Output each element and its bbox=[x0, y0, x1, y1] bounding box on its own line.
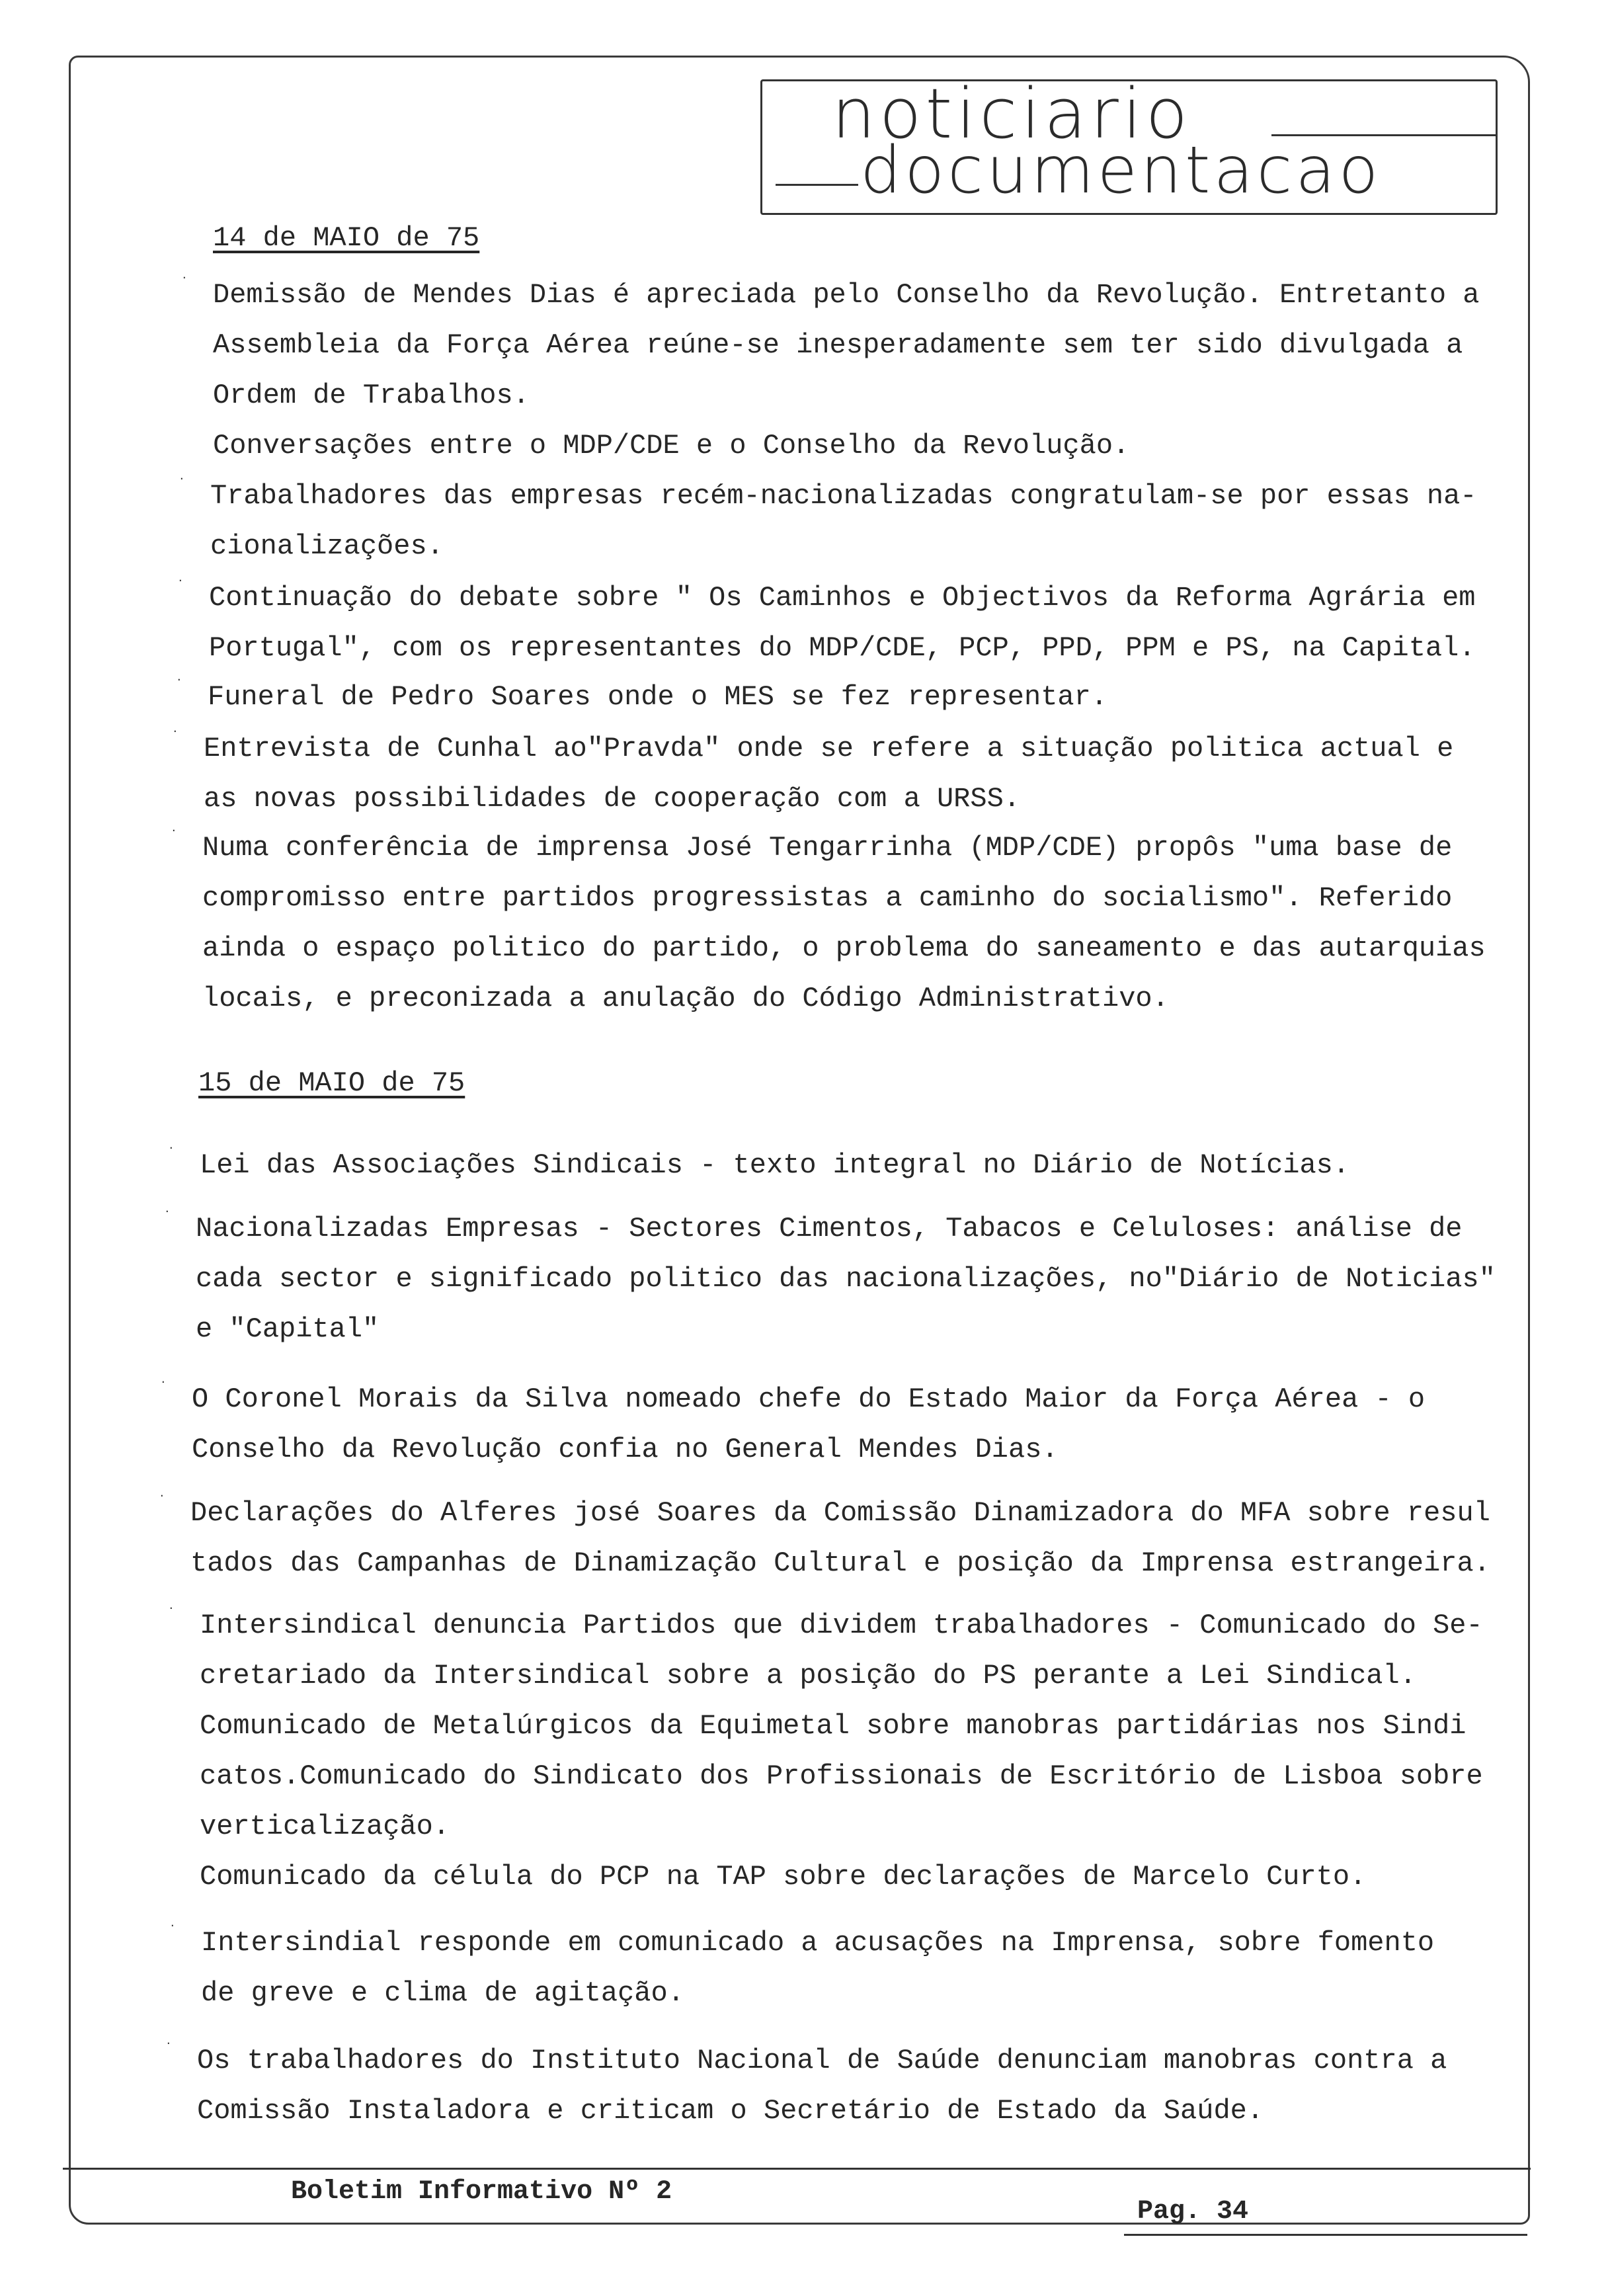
news-item bbox=[164, 1204, 1538, 1354]
text-line: cionalizações. bbox=[210, 530, 444, 562]
text-line: de greve e clima de agitação. bbox=[201, 1977, 684, 2009]
text-line: Trabalhadores das empresas recém-nacionalizadas congratulam-se por essas na- bbox=[210, 480, 1477, 512]
text-line: Os trabalhadores do Instituto Nacional de Saúde denunciam manobras contra a bbox=[197, 2045, 1447, 2076]
news-item bbox=[168, 1140, 1542, 1190]
text-line: Portugal", com os representantes do MDP/CDE, PCP, PPD, PPM e PS, na Capital. bbox=[209, 632, 1476, 664]
text-line: tados das Campanhas de Dinamização Cultural e posição da Imprensa estrangeira. bbox=[190, 1547, 1490, 1579]
text-line: compromisso entre partidos progressistas a caminho do socialismo". Referido bbox=[202, 882, 1453, 914]
news-item bbox=[181, 270, 1555, 471]
footer-divider bbox=[63, 2168, 1531, 2170]
bullet: . bbox=[159, 1488, 165, 1500]
stamp-line-2: documentacao bbox=[860, 133, 1382, 208]
text-line: e "Capital" bbox=[196, 1313, 380, 1345]
bullet: . bbox=[181, 270, 188, 282]
bullet: . bbox=[176, 672, 182, 684]
bullet: . bbox=[168, 1140, 175, 1152]
news-item bbox=[171, 823, 1545, 1024]
news-item bbox=[172, 723, 1546, 824]
stamp-line-1: noticiario bbox=[832, 73, 1192, 154]
news-item bbox=[176, 672, 1550, 722]
news-item bbox=[177, 573, 1551, 673]
text-line: Ordem de Trabalhos. bbox=[213, 380, 530, 411]
text-line: Declarações do Alferes josé Soares da Comissão Dinamizadora do MFA sobre resul bbox=[190, 1497, 1490, 1529]
text-line: Nacionalizadas Empresas - Sectores Cimentos, Tabacos e Celuloses: análise de bbox=[196, 1213, 1463, 1245]
bullet: . bbox=[165, 2035, 172, 2047]
text-line: ainda o espaço politico do partido, o problema do saneamento e das autarquias bbox=[202, 932, 1486, 964]
text-line: O Coronel Morais da Silva nomeado chefe do Estado Maior da Força Aérea - o bbox=[192, 1383, 1426, 1415]
news-item bbox=[159, 1488, 1533, 1588]
text-line: Entrevista de Cunhal ao"Pravda" onde se refere a situação politica actual e bbox=[204, 733, 1454, 764]
news-item bbox=[169, 1918, 1543, 2018]
text-line: catos.Comunicado do Sindicato dos Profissionais de Escritório de Lisboa sobre bbox=[200, 1760, 1483, 1792]
text-line: cada sector e significado politico das nacionalizações, no"Diário de Noticias" bbox=[196, 1263, 1496, 1295]
text-line: Conselho da Revolução confia no General Mendes Dias. bbox=[192, 1434, 1059, 1465]
section-date: 14 de MAIO de 75 bbox=[213, 222, 480, 254]
news-item bbox=[165, 2035, 1539, 2136]
stamp-rule bbox=[776, 184, 858, 186]
text-line: verticalização. bbox=[200, 1811, 450, 1842]
bullet: . bbox=[160, 1374, 167, 1386]
bullet: . bbox=[168, 1600, 175, 1612]
text-line: locais, e preconizada a anulação do Código Administrativo. bbox=[202, 983, 1169, 1014]
section-date: 15 de MAIO de 75 bbox=[198, 1067, 465, 1099]
bullet: . bbox=[171, 823, 177, 835]
page-number: Pag. 34 bbox=[1137, 2197, 1249, 2227]
news-item bbox=[160, 1374, 1534, 1475]
section-stamp bbox=[760, 73, 1498, 215]
text-line: as novas possibilidades de cooperação com a URSS. bbox=[204, 783, 1021, 815]
bullet: . bbox=[169, 1918, 176, 1930]
text-line: Demissão de Mendes Dias é apreciada pelo Conselho da Revolução. Entretanto a bbox=[213, 279, 1480, 311]
text-line: cretariado da Intersindical sobre a posição do PS perante a Lei Sindical. bbox=[200, 1660, 1416, 1692]
bulletin-title: Boletim Informativo Nº 2 bbox=[291, 2177, 672, 2207]
text-line: Intersindial responde em comunicado a acusações na Imprensa, sobre fomento bbox=[201, 1927, 1435, 1959]
text-line: Conversações entre o MDP/CDE e o Conselho da Revolução. bbox=[213, 430, 1130, 462]
text-line: Lei das Associações Sindicais - texto integral no Diário de Notícias. bbox=[200, 1149, 1350, 1181]
bullet: . bbox=[177, 573, 184, 585]
text-line: Comunicado da célula do PCP na TAP sobre declarações de Marcelo Curto. bbox=[200, 1861, 1367, 1893]
text-line: Comunicado de Metalúrgicos da Equimetal sobre manobras partidárias nos Sindi bbox=[200, 1710, 1467, 1742]
text-line: Intersindical denuncia Partidos que dividem trabalhadores - Comunicado do Se- bbox=[200, 1610, 1483, 1641]
news-item bbox=[179, 471, 1552, 571]
text-line: Comissão Instaladora e criticam o Secretário de Estado da Saúde. bbox=[197, 2095, 1264, 2127]
footer-divider bbox=[1124, 2234, 1527, 2236]
bullet: . bbox=[172, 723, 179, 735]
text-line: Continuação do debate sobre " Os Caminhos e Objectivos da Reforma Agrária em bbox=[209, 582, 1476, 614]
bullet: . bbox=[164, 1204, 171, 1215]
bullet: . bbox=[179, 471, 185, 483]
text-line: Numa conferência de imprensa José Tengarrinha (MDP/CDE) propôs "uma base de bbox=[202, 832, 1453, 864]
text-line: Funeral de Pedro Soares onde o MES se fez representar. bbox=[208, 681, 1108, 713]
text-line: Assembleia da Força Aérea reúne-se inesperadamente sem ter sido divulgada a bbox=[213, 329, 1463, 361]
news-item bbox=[168, 1600, 1542, 1902]
